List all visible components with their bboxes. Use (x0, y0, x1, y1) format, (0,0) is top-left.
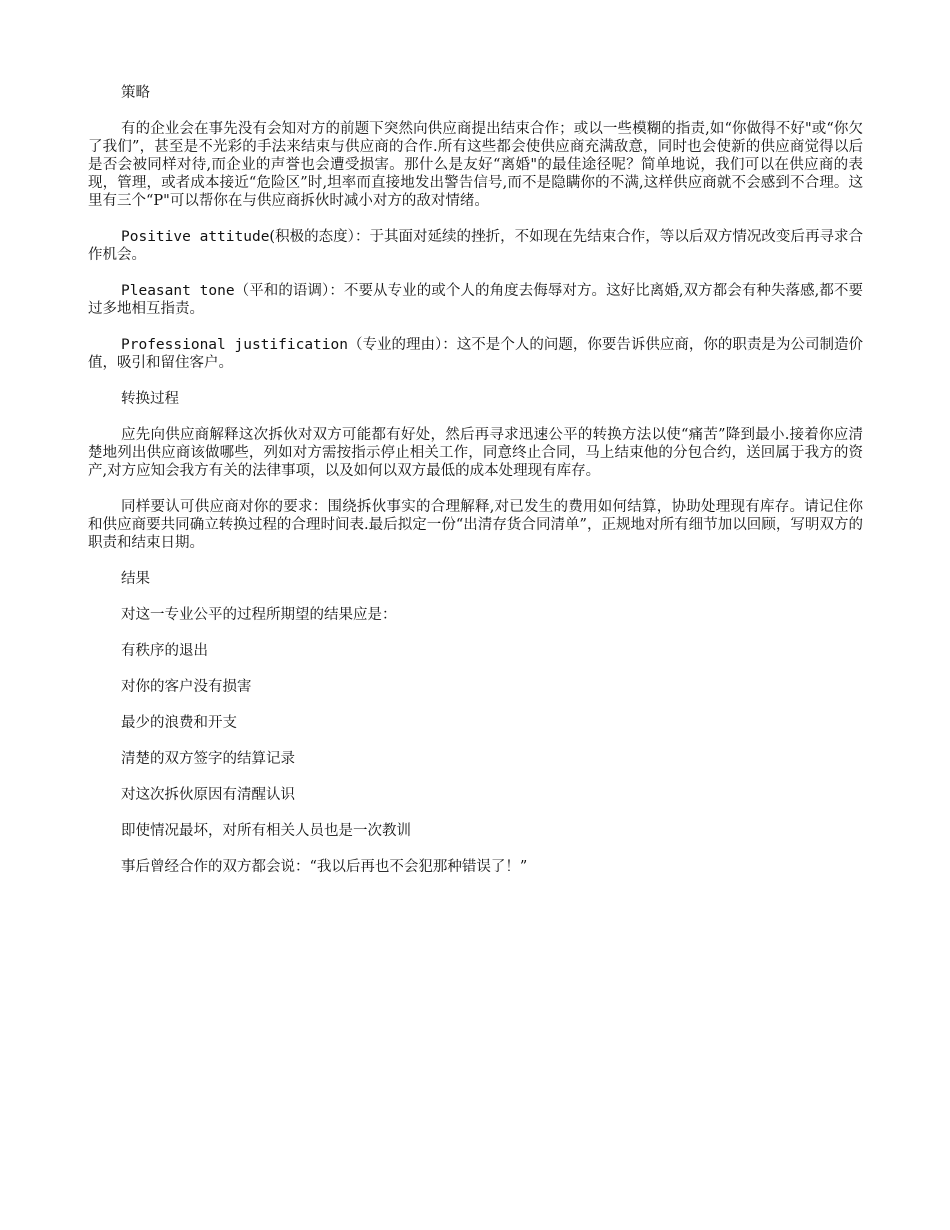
result-item: 对这次拆伙原因有清醒认识 (121, 787, 295, 803)
principle-term: Positive attitude (121, 229, 270, 245)
principle-term: Pleasant tone (121, 283, 235, 299)
principle-description: （专业的理由）：这不是个人的问题，你要告诉供应商，你的职责是为公司制造价值，吸引和留住客户。 (88, 337, 863, 371)
result-intro: 对这一专业公平的过程所期望的结果应是： (121, 607, 397, 623)
result-item: 最少的浪费和开支 (121, 715, 237, 731)
transition-paragraph-2: 同样要认可供应商对你的要求：围绕拆伙事实的合理解释,对已发生的费用如何结算，协助处理现有库存。请记住你和供应商要共同确立转换过程的合理时间表.最后拟定一份“出清存货合同清单”，正规地对所有细节加以回顾，写明双方的职责和结束日期。 (88, 499, 863, 551)
section-heading-strategy: 策略 (121, 85, 150, 101)
principle-description: （平和的语调）：不要从专业的或个人的角度去侮辱对方。这好比离婚,双方都会有种失落感,都不要过多地相互指责。 (88, 283, 863, 317)
transition-paragraph-1: 应先向供应商解释这次拆伙对双方可能都有好处，然后再寻求迅速公平的转换方法以使“痛苦”降到最小.接着你应清楚地列出供应商该做哪些，列如对方需按指示停止相关工作，同意终止合同，马上结束他的分包合约，送回属于我方的资产,对方应知会我方有关的法律事项，以及如何以双方最低的成本处理现有库存。 (88, 427, 863, 479)
result-item: 有秩序的退出 (121, 643, 208, 659)
result-item: 即使情况最坏，对所有相关人员也是一次教训 (121, 823, 411, 839)
principle-description: (积极的态度）：于其面对延续的挫折，不如现在先结束合作，等以后双方情况改变后再寻求合作机会。 (88, 229, 863, 263)
document-body (88, 84, 863, 894)
intro-paragraph: 有的企业会在事先没有会知对方的前题下突然向供应商提出结束合作；或以一些模糊的指责,如“你做得不好"或“你欠了我们”，甚至是不光彩的手法来结束与供应商的合作.所有这些都会使供应商充满敌意，同时也会使新的供应商觉得以后是否会被同样对待,而企业的声誉也会遭受损害。那什么是友好“离婚"的最佳途径呢？简单地说，我们可以在供应商的表现，管理，或者成本接近“危险区”时,坦率而直接地发出警告信号,而不是隐瞒你的不满,这样供应商就不会感到不合理。这里有三个“P"可以帮你在与供应商拆伙时减小对方的敌对情绪。 (88, 121, 863, 209)
principle-pleasant-tone (88, 282, 863, 318)
section-heading-transition: 转换过程 (121, 391, 179, 407)
result-item: 清楚的双方签字的结算记录 (121, 751, 295, 767)
section-heading-result: 结果 (121, 571, 150, 587)
result-item: 对你的客户没有损害 (121, 679, 252, 695)
principle-term: Professional justification (121, 337, 348, 353)
principle-professional-justification (88, 336, 863, 372)
principle-positive-attitude (88, 228, 863, 264)
closing-quote: 事后曾经合作的双方都会说：“我以后再也不会犯那种错误了！” (121, 859, 528, 875)
